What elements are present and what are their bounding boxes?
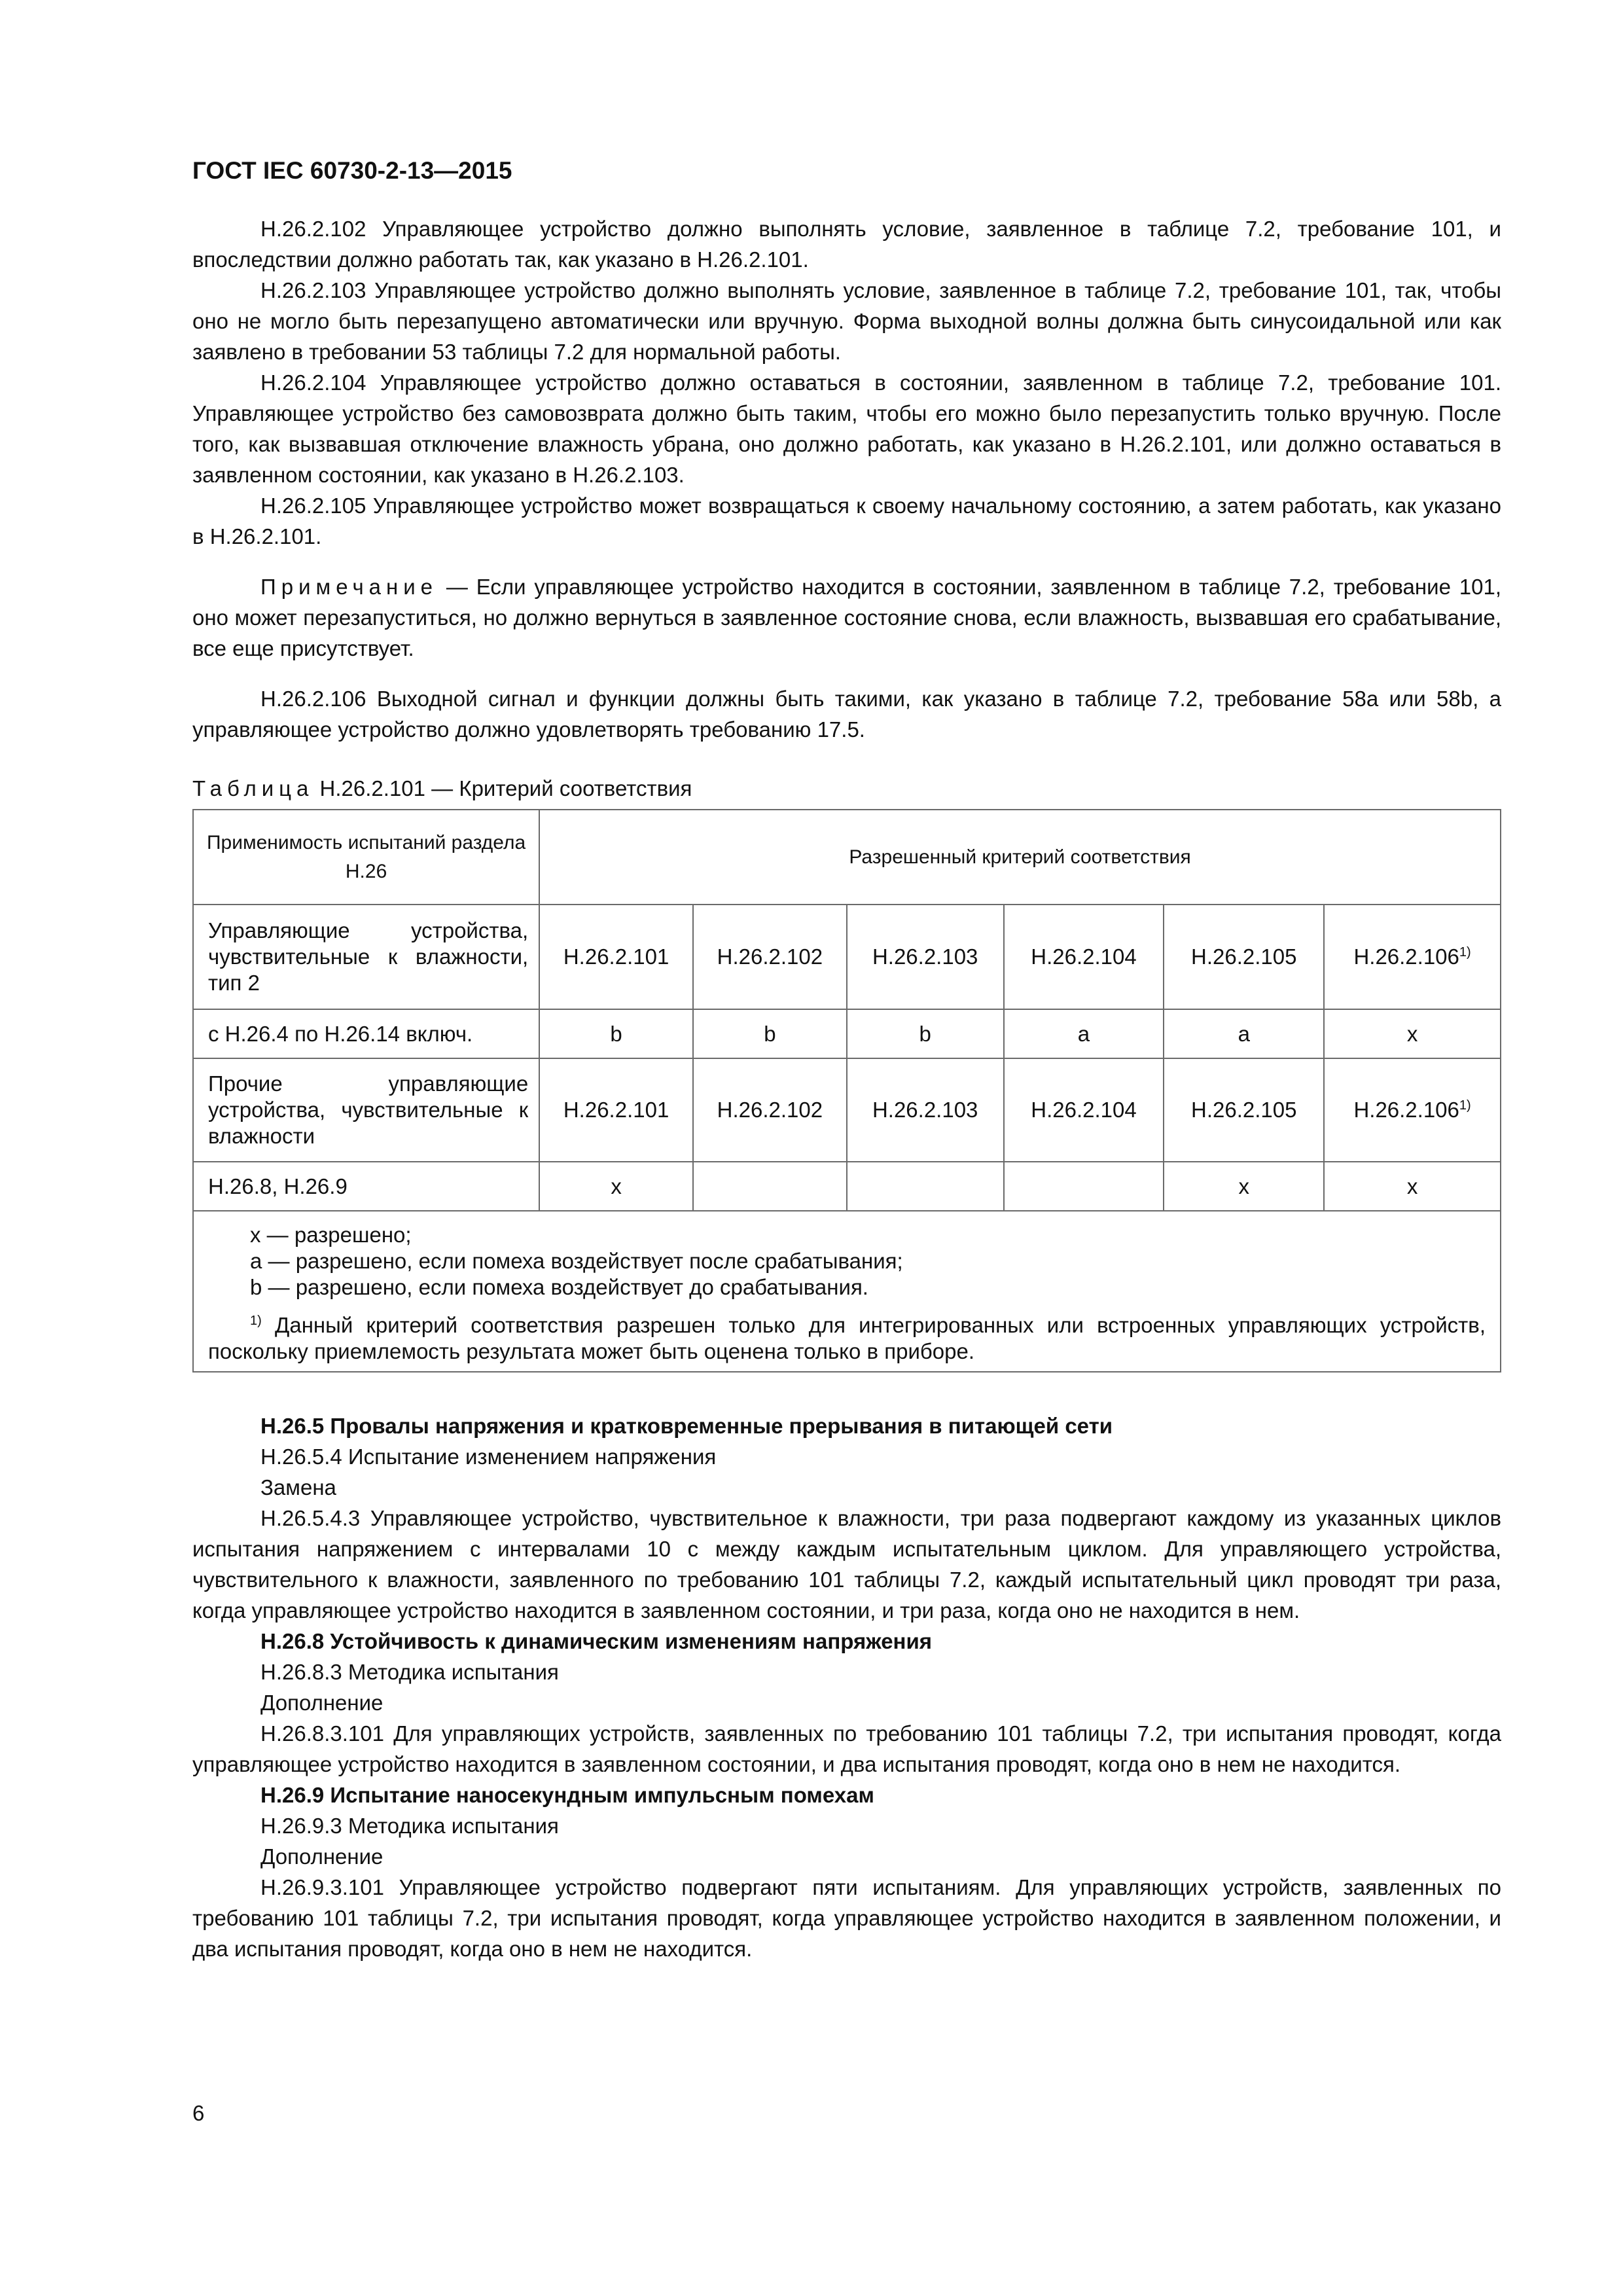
footnote-text: Данный критерий соответствия разрешен только для интегрированных или встроенных управляющих устройств, поскольку приемлемость результата может быть оценена только в приборе. xyxy=(208,1313,1486,1363)
legend-item: a — разрешено, если помеха воздействует после срабатывания; xyxy=(250,1249,903,1273)
paragraph-h26-2-103: Н.26.2.103 Управляющее устройство должно выполнять условие, заявленное в таблице 7.2, требование 101, так, чтобы оно не могло быть перезапущено автоматически или вручную. Форма выходной волны должна быть синусоидальной или как заявлено в требовании 53 таблицы 7.2 для нормальной работы. xyxy=(192,278,1501,364)
table-cell: Н.26.2.105 xyxy=(1164,905,1324,1009)
section-h26-9-3-addition: Дополнение xyxy=(260,1844,383,1869)
table-cell xyxy=(1004,1162,1164,1211)
table-cell xyxy=(1324,905,1501,1009)
table-caption-text: Н.26.2.101 — Критерий соответствия xyxy=(313,776,692,800)
table-caption-label: Таблица xyxy=(192,776,314,800)
page-number: 6 xyxy=(192,2101,205,2125)
table-cell: b xyxy=(693,1009,847,1058)
row-label: с Н.26.4 по Н.26.14 включ. xyxy=(193,1009,539,1058)
table-cell xyxy=(693,1162,847,1211)
table-cell: Н.26.2.102 xyxy=(693,905,847,1009)
document-page xyxy=(192,157,1501,1964)
table-cell: Н.26.2.101 xyxy=(539,905,693,1009)
paragraph-h26-2-104: Н.26.2.104 Управляющее устройство должно оставаться в состоянии, заявленном в таблице 7.2, требование 101. Управляющее устройство без самовозврата должно быть таким, чтобы его можно было перезапустить только вручную. После того, как вызвавшая отключение влажность убрана, оно должно работать, как указано в Н.26.2.101, или должно оставаться в заявленном состоянии, как указано в Н.26.2.103. xyxy=(192,370,1501,487)
footnote-mark: 1) xyxy=(250,1314,262,1328)
row-label: Управляющие устройства, чувствительные к влажности, тип 2 xyxy=(193,905,539,1009)
row-label: Н.26.8, Н.26.9 xyxy=(193,1162,539,1211)
paragraph-h26-2-105: Н.26.2.105 Управляющее устройство может возвращаться к своему начальному состоянию, а затем работать, как указано в Н.26.2.101. xyxy=(192,493,1501,548)
table-cell: x xyxy=(1324,1162,1501,1211)
section-h26-8-3-addition: Дополнение xyxy=(260,1691,383,1715)
table-footnote xyxy=(208,1312,1486,1365)
table-cell: x xyxy=(1324,1009,1501,1058)
table-cell: Н.26.2.101 xyxy=(539,1058,693,1162)
table-cell: Н.26.2.104 xyxy=(1004,1058,1164,1162)
table-header-criteria: Разрешенный критерий соответствия xyxy=(539,810,1501,905)
section-h26-5-title: Н.26.5 Провалы напряжения и кратковременные прерывания в питающей сети xyxy=(260,1414,1113,1438)
table-row xyxy=(193,1009,1501,1058)
table-cell: Н.26.2.103 xyxy=(847,1058,1004,1162)
table-cell: Н.26.2.102 xyxy=(693,1058,847,1162)
table-cell: x xyxy=(539,1162,693,1211)
table-row xyxy=(193,905,1501,1009)
table-cell: Н.26.2.103 xyxy=(847,905,1004,1009)
document-title: ГОСТ IEC 60730-2-13—2015 xyxy=(192,157,512,184)
section-h26-9-title: Н.26.9 Испытание наносекундным импульсным помехам xyxy=(260,1783,874,1807)
note-label: Примечание xyxy=(260,575,438,599)
section-h26-5-4: Н.26.5.4 Испытание изменением напряжения xyxy=(260,1444,717,1469)
table-header-row xyxy=(193,810,1501,905)
table-notes-row xyxy=(193,1211,1501,1372)
table-cell: x xyxy=(1164,1162,1324,1211)
section-h26-8-title: Н.26.8 Устойчивость к динамическим изменениям напряжения xyxy=(260,1629,933,1653)
cell-text: Н.26.2.106 xyxy=(1353,944,1459,969)
table-notes xyxy=(193,1211,1501,1372)
footnote-mark: 1) xyxy=(1459,945,1471,960)
paragraph-h26-8-3-101: Н.26.8.3.101 Для управляющих устройств, заявленных по требованию 101 таблицы 7.2, три испытания проводят, когда управляющее устройство находится в заявленном состоянии, и два испытания проводят, когда оно в нем не находится. xyxy=(192,1721,1501,1776)
footnote-mark: 1) xyxy=(1459,1098,1471,1113)
note-text: — Если управляющее устройство находится в состоянии, заявленном в таблице 7.2, требование 101, оно может перезапуститься, но должно вернуться в заявленное состояние снова, если влажность, вызвавшая его срабатывание, все еще присутствует. xyxy=(192,575,1501,660)
row-label: Прочие управляющие устройства, чувствительные к влажности xyxy=(193,1058,539,1162)
table-row xyxy=(193,1162,1501,1211)
paragraph-h26-5-4-3: Н.26.5.4.3 Управляющее устройство, чувствительное к влажности, три раза подвергают каждому из указанных циклов испытания напряжением с интервалами 10 с между каждым испытательным циклом. Для управляющего устройства, чувствительного к влажности, заявленного по требованию 101 таблицы 7.2, каждый испытательный цикл проводят три раза, когда управляющее устройство находится в заявленном состоянии, и три раза, когда оно не находится в нем. xyxy=(192,1506,1501,1623)
table-cell: Н.26.2.104 xyxy=(1004,905,1164,1009)
table-header-applicability: Применимость испытаний раздела Н.26 xyxy=(193,810,539,905)
table-cell xyxy=(847,1162,1004,1211)
table-cell: b xyxy=(847,1009,1004,1058)
table-cell: a xyxy=(1004,1009,1164,1058)
paragraph-h26-9-3-101: Н.26.9.3.101 Управляющее устройство подвергают пяти испытаниям. Для управляющих устройств, заявленных по требованию 101 таблицы 7.2, три испытания проводят, когда управляющее устройство находится в заявленном положении, и два испытания проводят, когда оно в нем не находится. xyxy=(192,1875,1501,1961)
section-h26-8-3: Н.26.8.3 Методика испытания xyxy=(260,1660,559,1684)
table-cell: b xyxy=(539,1009,693,1058)
cell-text: Н.26.2.106 xyxy=(1353,1098,1459,1122)
table-caption xyxy=(192,776,1501,801)
legend-item: x — разрешено; xyxy=(250,1223,412,1247)
section-h26-5-4-replacement: Замена xyxy=(260,1475,336,1499)
paragraph-h26-2-106: Н.26.2.106 Выходной сигнал и функции должны быть такими, как указано в таблице 7.2, требование 58а или 58b, а управляющее устройство должно удовлетворять требованию 17.5. xyxy=(192,687,1501,742)
table-cell: Н.26.2.105 xyxy=(1164,1058,1324,1162)
compliance-table xyxy=(192,809,1501,1372)
paragraph-h26-2-102: Н.26.2.102 Управляющее устройство должно выполнять условие, заявленное в таблице 7.2, требование 101, и впоследствии должно работать так, как указано в Н.26.2.101. xyxy=(192,217,1501,272)
table-row xyxy=(193,1058,1501,1162)
note-paragraph xyxy=(192,571,1501,664)
table-cell: a xyxy=(1164,1009,1324,1058)
legend-item: b — разрешено, если помеха воздействует до срабатывания. xyxy=(250,1275,868,1299)
section-h26-9-3: Н.26.9.3 Методика испытания xyxy=(260,1814,559,1838)
table-cell xyxy=(1324,1058,1501,1162)
